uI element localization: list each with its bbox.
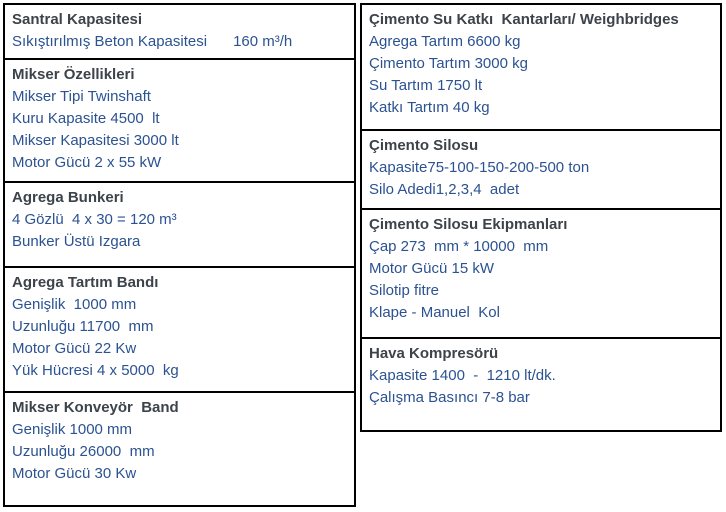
right-column bbox=[360, 3, 722, 432]
spec-row: Genişlik 1000 mm bbox=[12, 421, 133, 438]
spec-row: Agrega Tartım 6600 kg bbox=[369, 33, 521, 50]
section-title: Çimento Silosu bbox=[369, 137, 479, 154]
spec-row: Katkı Tartım 40 kg bbox=[369, 99, 490, 116]
section-title: Santral Kapasitesi bbox=[12, 11, 143, 28]
spec-row: 4 Gözlü 4 x 30 = 120 m³ bbox=[12, 211, 177, 228]
spec-row: Uzunluğu 26000 mm bbox=[12, 443, 155, 460]
spec-row: Mikser Tipi Twinshaft bbox=[12, 88, 151, 105]
section-agrega-tartim-bandi bbox=[3, 266, 356, 393]
spec-row: Kapasite 1400 - 1210 lt/dk. bbox=[369, 367, 556, 384]
spec-row: Bunker Üstü Izgara bbox=[12, 233, 141, 250]
section-cimento-silosu-ekipmanlari bbox=[360, 208, 722, 339]
section-kantarlar-weighbridges bbox=[360, 3, 722, 131]
spec-row: Çap 273 mm * 10000 mm bbox=[369, 238, 549, 255]
section-mikser-ozellikleri bbox=[3, 58, 356, 183]
spec-label: Sıkıştırılmış Beton Kapasitesi bbox=[12, 33, 208, 50]
section-mikser-konveyor-band bbox=[3, 391, 356, 507]
spec-row: Mikser Kapasitesi 3000 lt bbox=[12, 132, 179, 149]
section-hava-kompresoru bbox=[360, 337, 722, 432]
section-title: Çimento Su Katkı Kantarları/ Weighbridges bbox=[369, 11, 679, 28]
spec-row: Genişlik 1000 mm bbox=[12, 296, 137, 313]
spec-row: Motor Gücü 15 kW bbox=[369, 260, 495, 277]
spec-row: Yük Hücresi 4 x 5000 kg bbox=[12, 362, 179, 379]
section-agrega-bunkeri bbox=[3, 181, 356, 268]
spec-row: Uzunluğu 11700 mm bbox=[12, 318, 154, 335]
spec-row bbox=[12, 31, 347, 53]
left-column bbox=[3, 3, 356, 507]
section-title: Hava Kompresörü bbox=[369, 345, 499, 362]
section-title: Mikser Özellikleri bbox=[12, 66, 135, 83]
section-cimento-silosu bbox=[360, 129, 722, 210]
section-santral-kapasitesi bbox=[3, 3, 356, 60]
spec-row: Silotip fitre bbox=[369, 282, 440, 299]
spec-row: Motor Gücü 30 Kw bbox=[12, 465, 137, 482]
section-title: Mikser Konveyör Band bbox=[12, 399, 179, 416]
spec-row: Motor Gücü 22 Kw bbox=[12, 340, 137, 357]
section-title: Çimento Silosu Ekipmanları bbox=[369, 216, 568, 233]
section-title: Agrega Bunkeri bbox=[12, 189, 124, 206]
spec-row: Çalışma Basıncı 7-8 bar bbox=[369, 389, 530, 406]
spec-row: Su Tartım 1750 lt bbox=[369, 77, 483, 94]
spec-row: Kuru Kapasite 4500 lt bbox=[12, 110, 160, 127]
spec-value: 160 m³/h bbox=[233, 33, 293, 50]
spec-row: Motor Gücü 2 x 55 kW bbox=[12, 154, 162, 171]
spec-row: Çimento Tartım 3000 kg bbox=[369, 55, 528, 72]
spec-row: Klape - Manuel Kol bbox=[369, 304, 500, 321]
spec-row: Kapasite75-100-150-200-500 ton bbox=[369, 159, 590, 176]
section-title: Agrega Tartım Bandı bbox=[12, 274, 159, 291]
spec-row: Silo Adedi1,2,3,4 adet bbox=[369, 181, 520, 198]
